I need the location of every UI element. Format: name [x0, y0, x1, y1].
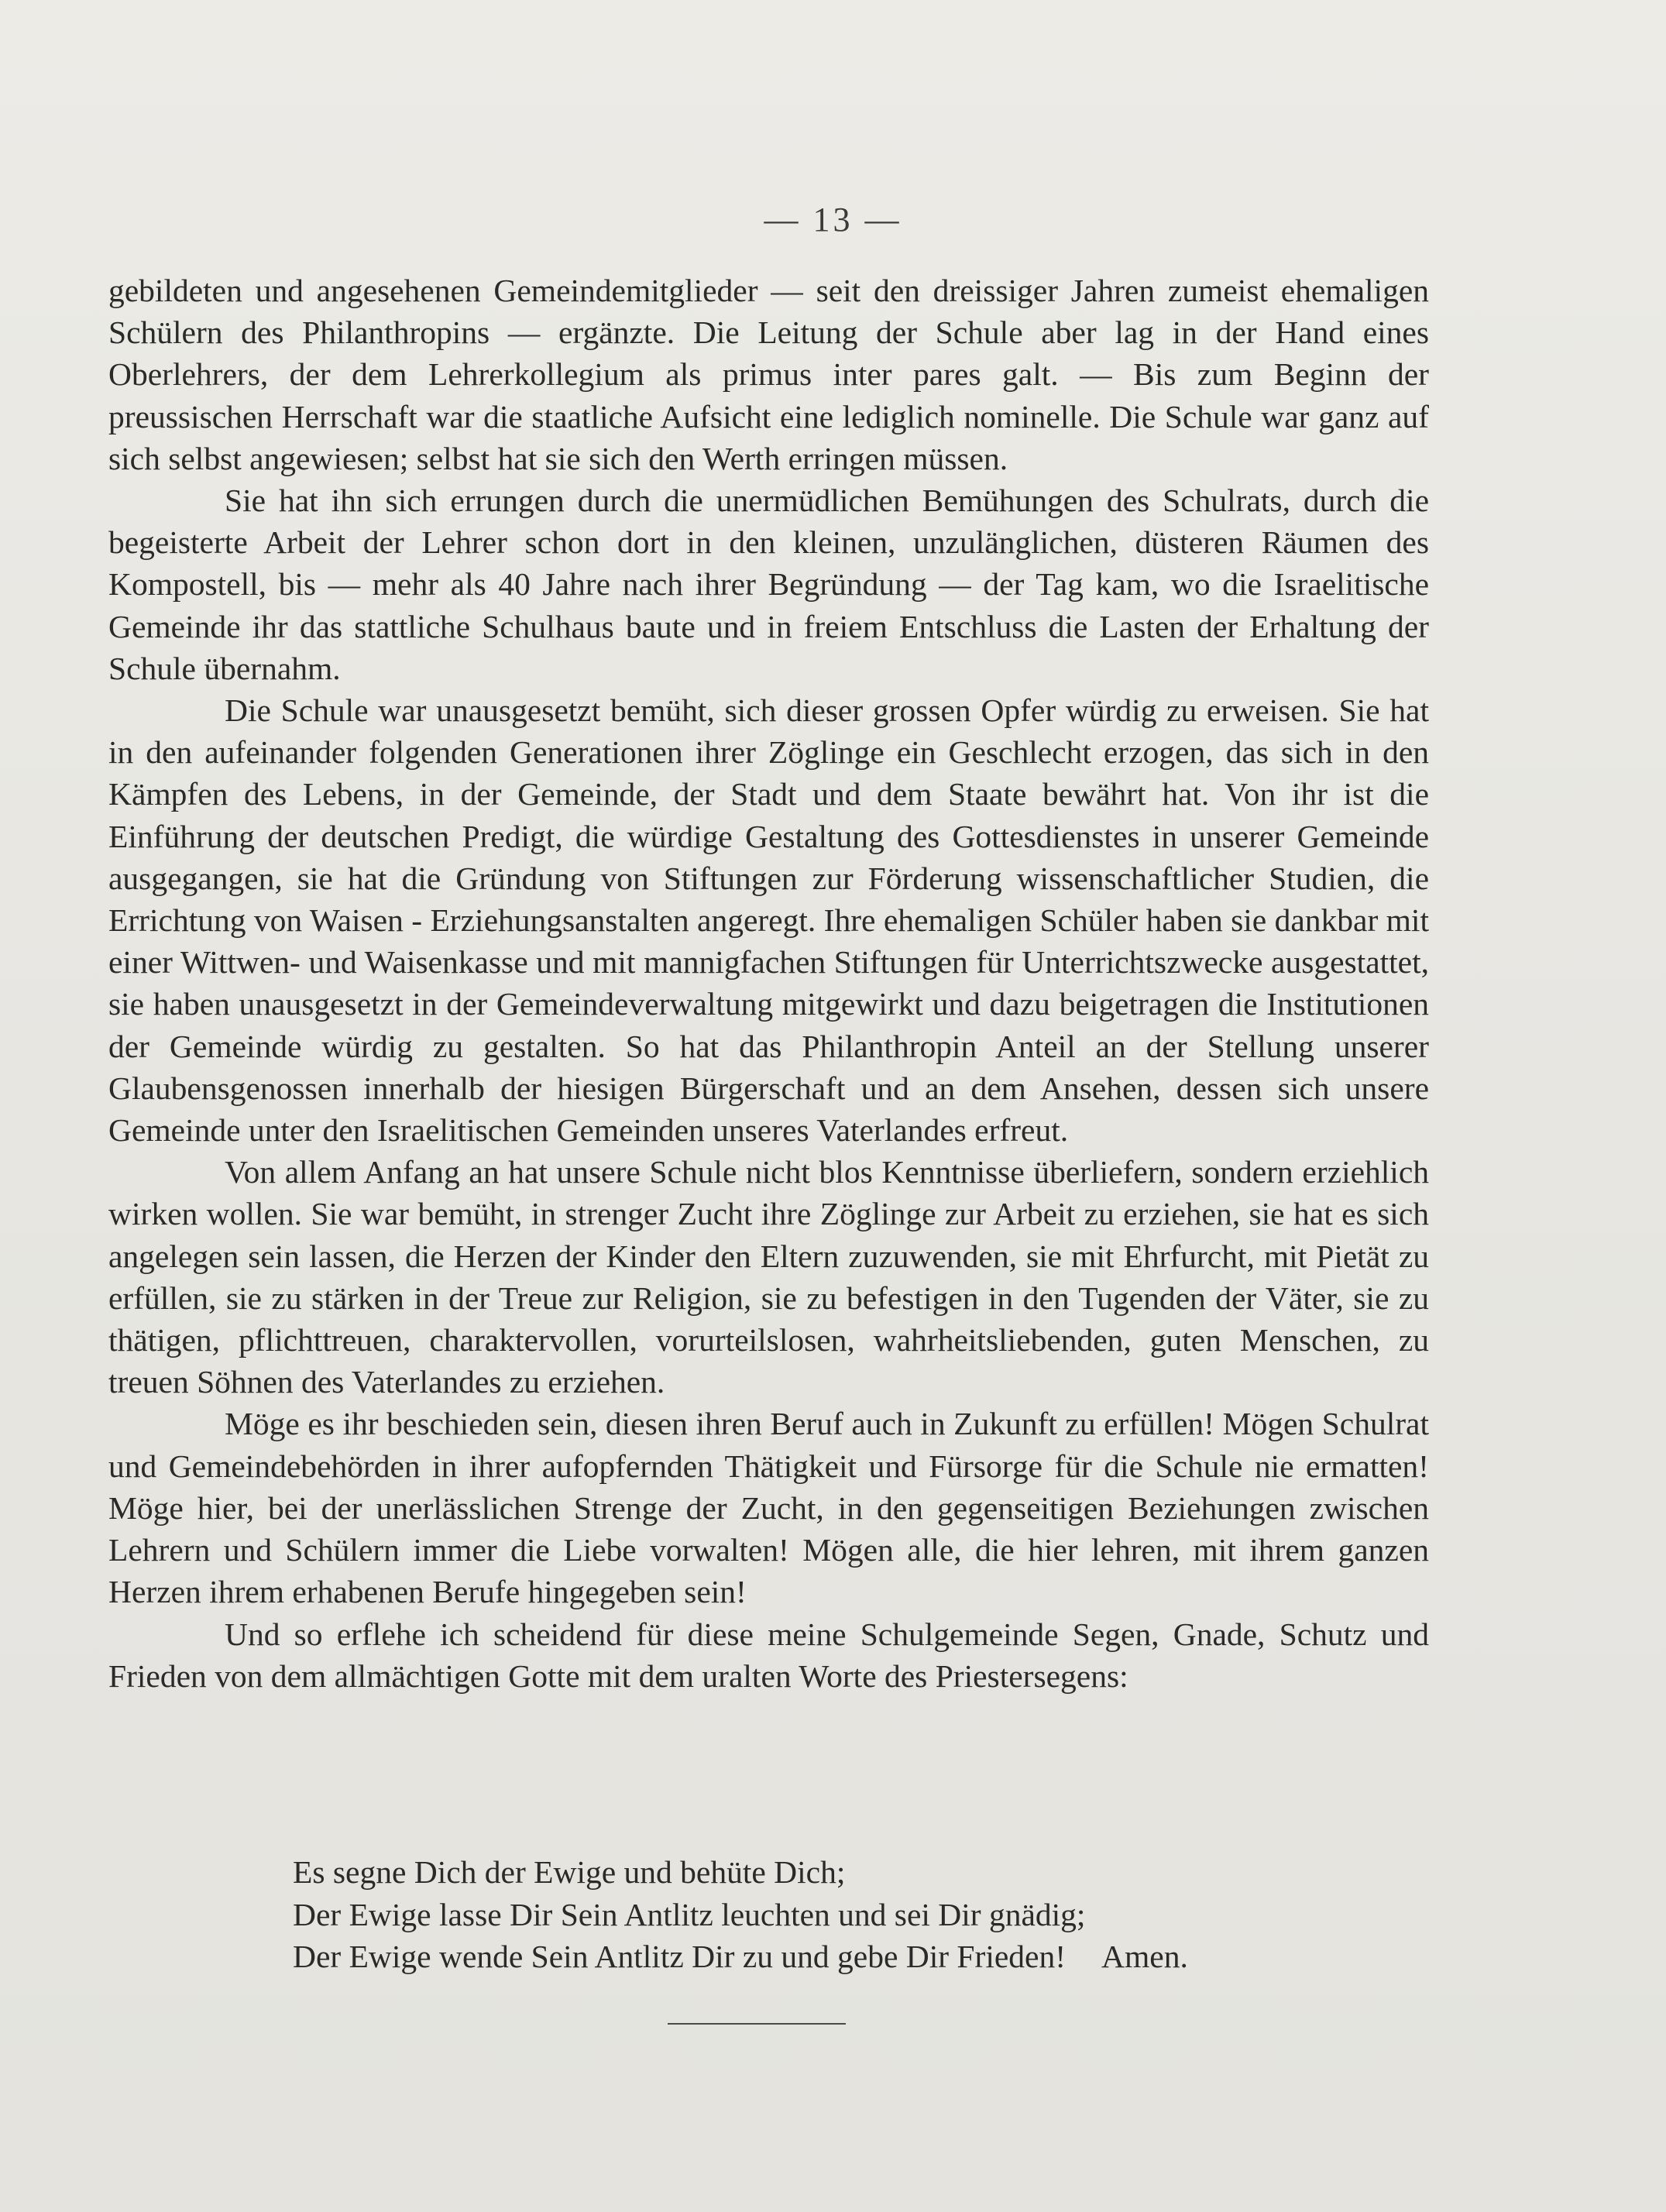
- paragraph-2: Sie hat ihn sich errungen durch die unermüdlichen Bemühungen des Schulrats, durch die begeisterte Arbeit der Lehrer schon dort in den kleinen, unzulänglichen, düsteren Räumen des Kompostell, bis — mehr als 40 Jahre nach ihrer Begründung — der Tag kam, wo die Israelitische Gemeinde ihr das stattliche Schulhaus baute und in freiem Entschluss die Lasten der Erhaltung der Schule übernahm.: [108, 483, 1429, 686]
- paragraph-1: gebildeten und angesehenen Gemeindemitglieder — seit den dreissiger Jahren zumeist ehemaligen Schülern des Philanthropins — ergänzte. Die Leitung der Schule aber lag in der Hand eines Oberlehrers, der dem Lehrerkollegium als primus inter pares galt. — Bis zum Beginn der preussischen Herrschaft war die staatliche Aufsicht eine lediglich nominelle. Die Schule war ganz auf sich selbst angewiesen; selbst hat sie sich den Werth erringen müssen.: [108, 273, 1429, 476]
- blessing-line-1: Es segne Dich der Ewige und behüte Dich;: [293, 1854, 846, 1890]
- end-rule-divider: [668, 2023, 846, 2025]
- blessing-line-2: Der Ewige lasse Dir Sein Antlitz leuchten und sei Dir gnädig;: [293, 1896, 1086, 1932]
- paragraph-6: Und so erflehe ich scheidend für diese meine Schulgemeinde Segen, Gnade, Schutz und Frieden von dem allmächtigen Gotte mit dem uralten Worte des Priestersegens:: [108, 1616, 1429, 1694]
- blessing-line-3-text: Der Ewige wende Sein Antlitz Dir zu und gebe Dir Frieden!: [293, 1939, 1067, 1974]
- blessing-line-3: [293, 1936, 1377, 1978]
- page-number: — 13 —: [764, 201, 902, 239]
- paragraph-3: Die Schule war unausgesetzt bemüht, sich dieser grossen Opfer würdig zu erweisen. Sie hat in den aufeinander folgenden Generationen ihrer Zöglinge ein Geschlecht erzogen, das sich in den Kämpfen des Lebens, in der Gemeinde, der Stadt und dem Staate bewährt hat. Von ihr ist die Einführung der deutschen Predigt, die würdige Gestaltung des Gottesdienstes in unserer Gemeinde ausgegangen, sie hat die Gründung von Stiftungen zur Förderung wissenschaftlicher Studien, die Errichtung von Waisen - Erziehungsanstalten angeregt. Ihre ehemaligen Schüler haben sie dankbar mit einer Wittwen- und Waisenkasse und mit mannigfachen Stiftungen für Unterrichtszwecke ausgestattet, sie haben unausgesetzt in der Gemeindeverwaltung mitgewirkt und dazu beigetragen die Institutionen der Gemeinde würdig zu gestalten. So hat das Philanthropin Anteil an der Stellung unserer Glaubensgenossen innerhalb der hiesigen Bürgerschaft und an dem Ansehen, dessen sich unsere Gemeinde unter den Israelitischen Gemeinden unseres Vaterlandes erfreut.: [108, 692, 1429, 1149]
- amen: Amen.: [1101, 1939, 1188, 1974]
- paragraph-4: Von allem Anfang an hat unsere Schule nicht blos Kenntnisse überliefern, sondern erziehlich wirken wollen. Sie war bemüht, in strenger Zucht ihre Zöglinge zur Arbeit zu erziehen, sie hat es sich angelegen sein lassen, die Herzen der Kinder den Eltern zuzuwenden, sie mit Ehrfurcht, mit Pietät zu erfüllen, sie zu stärken in der Treue zur Religion, sie zu befestigen in den Tugenden der Väter, sie zu thätigen, pflichttreuen, charaktervollen, vorurteilslosen, wahrheitsliebenden, guten Menschen, zu treuen Söhnen des Vaterlandes zu erziehen.: [108, 1154, 1429, 1400]
- priestly-blessing: [293, 1851, 1377, 1978]
- body-text: [108, 270, 1429, 1697]
- paragraph-5: Möge es ihr beschieden sein, diesen ihren Beruf auch in Zukunft zu erfüllen! Mögen Schulrat und Gemeindebehörden in ihrer aufopfernden Thätigkeit und Fürsorge für die Schule nie ermatten! Möge hier, bei der unerlässlichen Strenge der Zucht, in den gegenseitigen Beziehungen zwischen Lehrern und Schülern immer die Liebe vorwalten! Mögen alle, die hier lehren, mit ihrem ganzen Herzen ihrem erhabenen Berufe hingegeben sein!: [108, 1406, 1429, 1610]
